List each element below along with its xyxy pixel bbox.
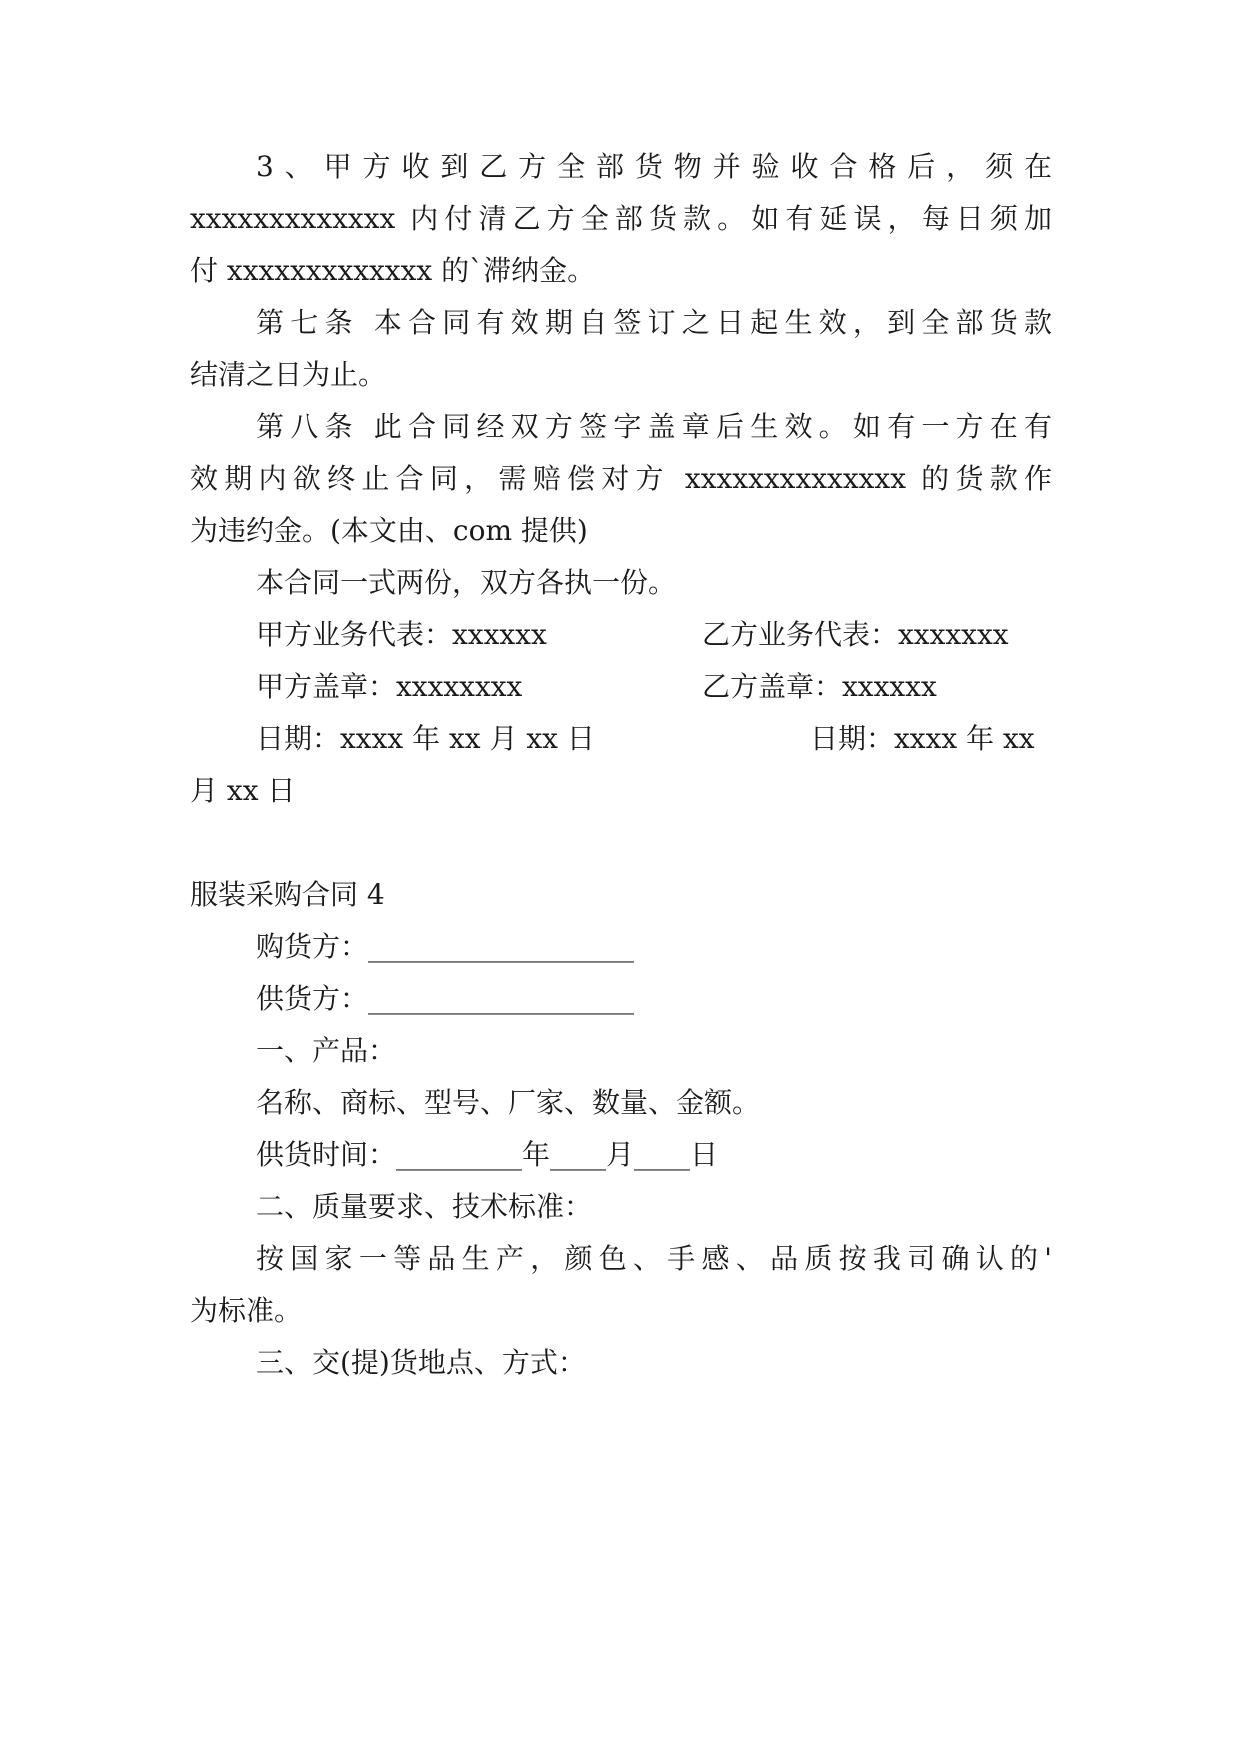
seals-row <box>256 667 1052 707</box>
standard-line-1: 按国家一等品生产，颜色、手感、品质按我司确认的' <box>256 1242 1052 1275</box>
article-8-line-1: 第八条 此合同经双方签字盖章后生效。如有一方在有 <box>256 410 1052 443</box>
article-8-line-2: 效期内欲终止合同，需赔偿对方 xxxxxxxxxxxxxx 的货款作 <box>190 462 1052 495</box>
article-7-line-2: 结清之日为止。 <box>190 358 387 391</box>
clause-3-line-3: 付 xxxxxxxxxxxxx 的`滞纳金。 <box>190 254 596 287</box>
article-8-line-3: 为违约金。(本文由、com 提供) <box>190 514 588 547</box>
party-a-representative: 甲方业务代表：xxxxxx <box>256 618 547 651</box>
section-2-heading: 二、质量要求、技术标准： <box>256 1190 593 1223</box>
article-7-line-1: 第七条 本合同有效期自签订之日起生效，到全部货款 <box>256 306 1052 339</box>
party-a-date: 日期：xxxx 年 xx 月 xx 日 <box>256 722 595 755</box>
buyer-field: 购货方：___________________ <box>256 930 635 963</box>
contract-4-title: 服装采购合同 4 <box>190 878 385 911</box>
section-1-heading: 一、产品： <box>256 1034 397 1067</box>
representatives-row <box>256 615 1052 655</box>
clause-3-line-1: 3、甲方收到乙方全部货物并验收合格后，须在 <box>256 150 1052 183</box>
copies-statement: 本合同一式两份，双方各执一份。 <box>256 566 677 599</box>
party-b-date: 日期：xxxx 年 xx <box>810 722 1035 755</box>
party-a-seal: 甲方盖章：xxxxxxxx <box>256 670 523 703</box>
delivery-time-field: 供货时间：_________年____月____日 <box>256 1138 719 1171</box>
dates-row <box>256 719 1052 759</box>
party-b-representative: 乙方业务代表：xxxxxxx <box>702 618 1009 651</box>
clause-3-line-2: xxxxxxxxxxxxx 内付清乙方全部货款。如有延误，每日须加 <box>190 202 1052 235</box>
product-fields: 名称、商标、型号、厂家、数量、金额。 <box>256 1086 761 1119</box>
party-b-seal: 乙方盖章：xxxxxx <box>702 670 937 703</box>
section-3-heading: 三、交(提)货地点、方式： <box>256 1346 586 1379</box>
party-b-date-continued: 月 xx 日 <box>190 774 296 807</box>
supplier-field: 供货方：___________________ <box>256 982 635 1015</box>
standard-line-2: 为标准。 <box>190 1294 303 1327</box>
